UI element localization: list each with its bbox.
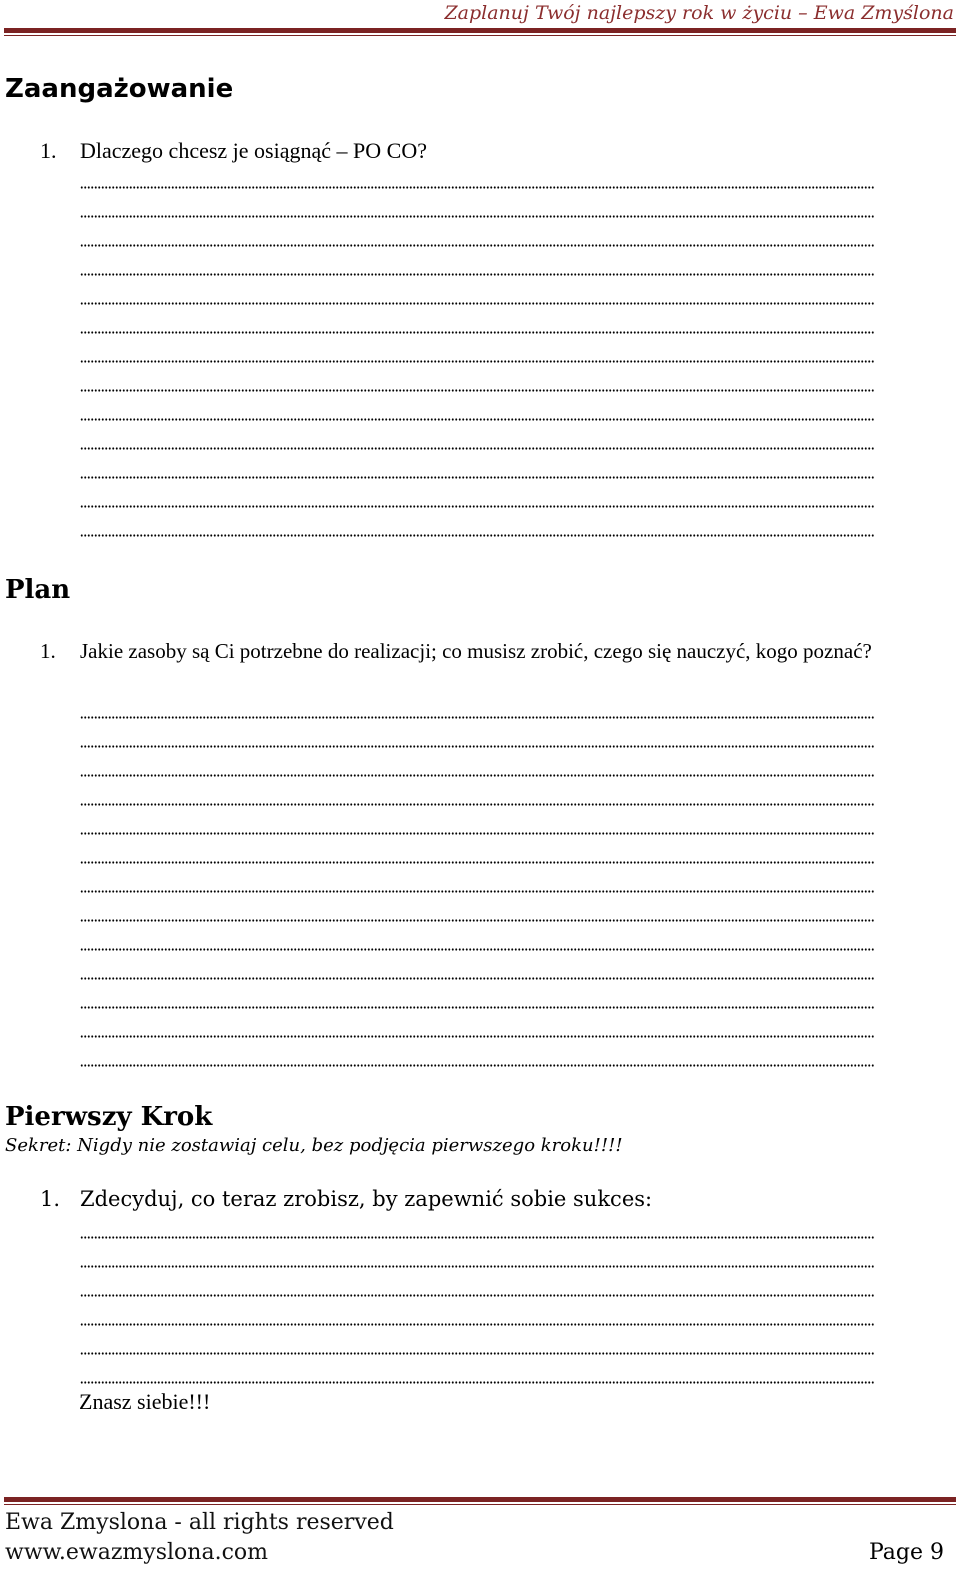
question-text: Jakie zasoby są Ci potrzebne do realizacji; co musisz zrobić, czego się nauczyć, kogo poznać? xyxy=(80,639,872,663)
question-plan xyxy=(40,636,940,666)
answer-line[interactable] xyxy=(80,839,875,868)
answer-line[interactable] xyxy=(80,781,875,810)
answer-lines-zaangazowanie xyxy=(80,164,875,541)
section-heading-zaangazowanie: Zaangażowanie xyxy=(5,74,234,104)
closing-note: Znasz siebie!!! xyxy=(79,1389,211,1414)
answer-line[interactable] xyxy=(80,1042,875,1071)
answer-line[interactable] xyxy=(80,810,875,839)
answer-line[interactable] xyxy=(80,367,875,396)
answer-lines-plan xyxy=(80,694,875,1071)
question-text: Dlaczego chcesz je osiągnąć – PO CO? xyxy=(80,138,427,163)
question-number: 1. xyxy=(40,138,57,163)
answer-line[interactable] xyxy=(80,396,875,425)
answer-line[interactable] xyxy=(80,1330,875,1359)
answer-line[interactable] xyxy=(80,984,875,1013)
answer-line[interactable] xyxy=(80,338,875,367)
question-number: 1. xyxy=(40,1187,61,1211)
question-text: Zdecyduj, co teraz zrobisz, by zapewnić sobie sukces: xyxy=(80,1187,653,1211)
answer-line[interactable] xyxy=(80,309,875,338)
answer-line[interactable] xyxy=(80,897,875,926)
answer-line[interactable] xyxy=(80,222,875,251)
answer-line[interactable] xyxy=(80,1301,875,1330)
question-zaangazowanie xyxy=(40,136,427,166)
answer-line[interactable] xyxy=(80,955,875,984)
question-pierwszy-krok xyxy=(40,1184,652,1214)
answer-line[interactable] xyxy=(80,454,875,483)
answer-line[interactable] xyxy=(80,512,875,541)
page-number: Page 9 xyxy=(868,1540,944,1565)
answer-lines-pierwszy-krok xyxy=(80,1214,875,1388)
answer-line[interactable] xyxy=(80,280,875,309)
document-header-title: Zaplanuj Twój najlepszy rok w życiu – Ewa Zmyślona xyxy=(444,2,954,24)
answer-line[interactable] xyxy=(80,483,875,512)
section-heading-plan: Plan xyxy=(5,575,71,605)
footer-rule xyxy=(4,1497,956,1505)
question-number: 1. xyxy=(40,639,56,663)
answer-line[interactable] xyxy=(80,1272,875,1301)
answer-line[interactable] xyxy=(80,723,875,752)
answer-line[interactable] xyxy=(80,926,875,955)
answer-line[interactable] xyxy=(80,868,875,897)
answer-line[interactable] xyxy=(80,694,875,723)
answer-line[interactable] xyxy=(80,1214,875,1243)
answer-line[interactable] xyxy=(80,164,875,193)
answer-line[interactable] xyxy=(80,1243,875,1272)
answer-line[interactable] xyxy=(80,1013,875,1042)
answer-line[interactable] xyxy=(80,425,875,454)
header-rule xyxy=(4,28,956,36)
footer-rights: Ewa Zmyslona - all rights reserved xyxy=(5,1510,394,1535)
footer-website[interactable]: www.ewazmyslona.com xyxy=(5,1540,269,1565)
answer-line[interactable] xyxy=(80,193,875,222)
answer-line[interactable] xyxy=(80,251,875,280)
section-heading-pierwszy-krok: Pierwszy Krok xyxy=(5,1102,213,1132)
answer-line[interactable] xyxy=(80,1359,875,1388)
answer-line[interactable] xyxy=(80,752,875,781)
secret-tip: Sekret: Nigdy nie zostawiaj celu, bez podjęcia pierwszego kroku!!!! xyxy=(5,1135,623,1156)
